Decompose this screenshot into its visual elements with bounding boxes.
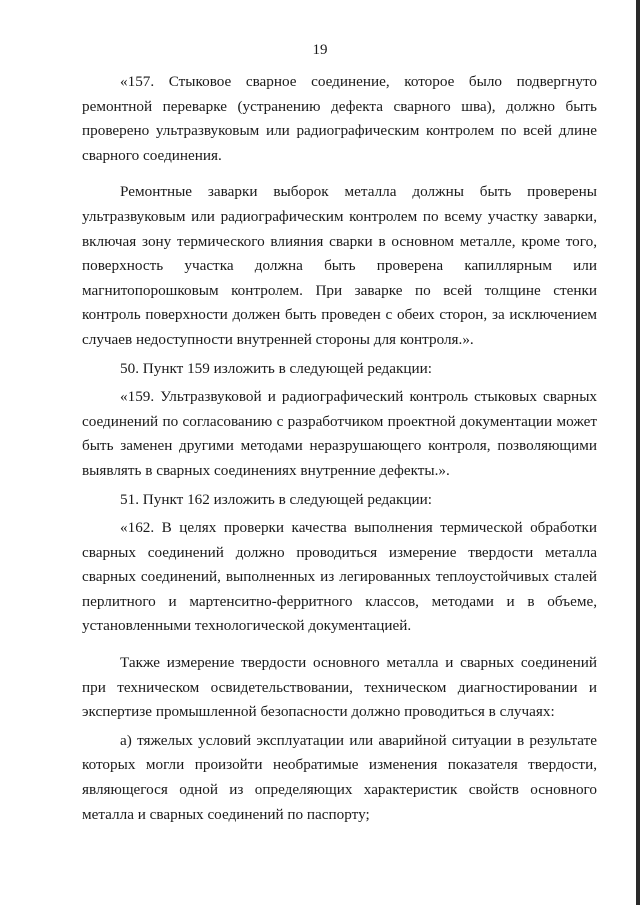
paragraph-162: «162. В целях проверки качества выполнения термической обработки сварных соединений должно проводиться измерение твердости металла сварных соединений, выполненных из легированных теплоустойчивых сталей перлитного и мартенситно-ферритного классов, методами и в объеме, установленными технологической документацией. xyxy=(82,519,597,635)
paragraph-159: «159. Ультразвуковой и радиографический контроль стыковых сварных соединений по согласованию с разработчиком проектной документации может быть заменен другими методами неразрушающего контроля, позволяющими выявлять в сварных соединениях внутренние дефекты.». xyxy=(82,388,597,479)
page-number: 19 xyxy=(312,42,328,58)
paragraph-repair-welds: Ремонтные заварки выборок металла должны быть проверены ультразвуковым или радиографическим контролем по всему участку заварки, включая зону термического влияния сварки в основном металле, кроме того, поверхность участка должна быть проверена капиллярным или магнитопорошковым контролем. При заварке по всей толщине стенки контроль поверхности должен быть проведен с обеих сторон, за исключением случаев недоступности внутренней стороны для контроля.». xyxy=(82,183,597,348)
page-edge xyxy=(636,0,640,905)
document-body xyxy=(82,70,597,827)
paragraph-157: «157. Стыковое сварное соединение, которое было подвергнуто ремонтной переварке (устранению дефекта сварного шва), должно быть проверено ультразвуковым или радиографическим контролем по всей длине сварного соединения. xyxy=(82,73,597,164)
paragraph-case-a: а) тяжелых условий эксплуатации или аварийной ситуации в результате которых могли произойти необратимые изменения показателя твердости, являющегося одной из определяющих характеристик свойств основного металла и сварных соединений по паспорту; xyxy=(82,731,597,823)
paragraph-hardness-measurement: Также измерение твердости основного металла и сварных соединений при техническом освидетельствовании, техническом диагностировании и экспертизе промышленной безопасности должно проводиться в случаях: xyxy=(82,654,597,721)
paragraph-item-51: 51. Пункт 162 изложить в следующей редакции: xyxy=(120,490,433,508)
paragraph-item-50: 50. Пункт 159 изложить в следующей редакции: xyxy=(120,359,433,377)
